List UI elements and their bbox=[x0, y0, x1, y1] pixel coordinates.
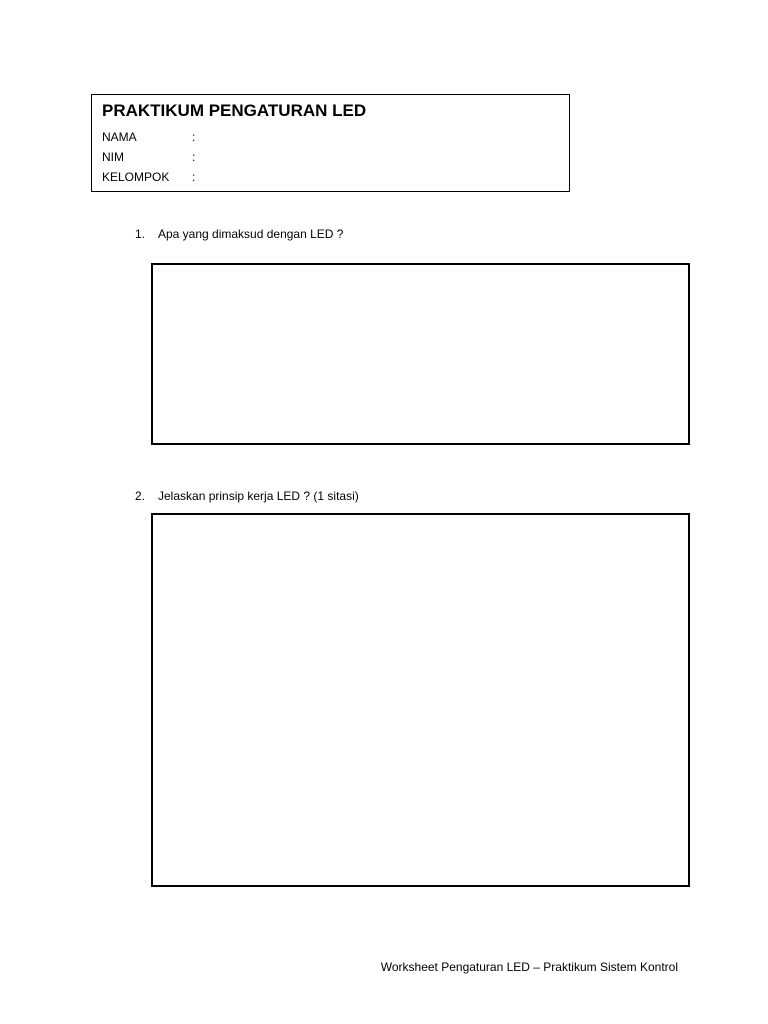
field-label-nim: NIM bbox=[102, 150, 124, 164]
field-colon-kelompok: : bbox=[192, 170, 196, 184]
question-2-text: Jelaskan prinsip kerja LED ? (1 sitasi) bbox=[158, 489, 359, 503]
page-title: PRAKTIKUM PENGATURAN LED bbox=[102, 101, 367, 120]
answer-box-1[interactable] bbox=[151, 263, 690, 445]
question-1 bbox=[135, 226, 343, 242]
page-footer: Worksheet Pengaturan LED – Praktikum Sistem Kontrol bbox=[380, 960, 678, 974]
field-colon-nim: : bbox=[192, 150, 196, 164]
question-1-number: 1. bbox=[135, 227, 146, 241]
field-row-nim bbox=[102, 149, 195, 165]
question-1-text: Apa yang dimaksud dengan LED ? bbox=[158, 227, 344, 241]
question-2 bbox=[135, 488, 359, 504]
field-label-nama: NAMA bbox=[102, 130, 137, 144]
field-label-kelompok: KELOMPOK bbox=[102, 170, 170, 184]
answer-box-2[interactable] bbox=[151, 513, 690, 887]
field-row-nama bbox=[102, 129, 195, 145]
field-colon-nama: : bbox=[192, 130, 196, 144]
question-2-number: 2. bbox=[135, 489, 146, 503]
field-row-kelompok bbox=[102, 169, 195, 185]
header-box bbox=[91, 94, 570, 192]
